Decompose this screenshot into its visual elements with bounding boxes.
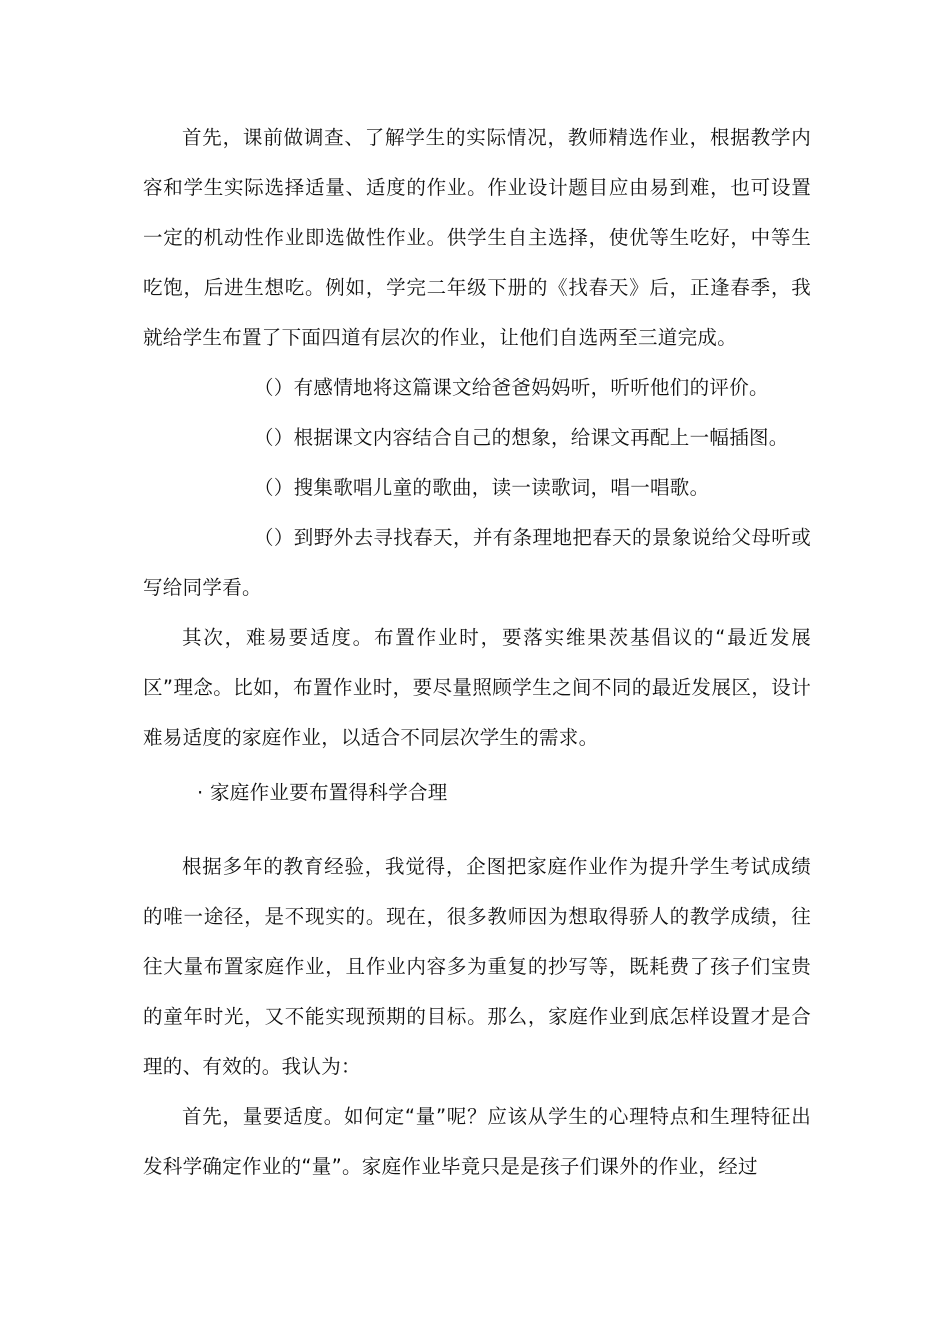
paragraph-homework-selection: 首先，课前做调查、了解学生的实际情况，教师精选作业，根据教学内容和学生实际选择适量、适度的作业。作业设计题目应由易到难，也可设置一定的机动性作业即选做性作业。供学生自主选择，使优等生吃好，中等生吃饱，后进生想吃。例如，学完二年级下册的《找春天》后，正逢春季，我就给学生布置了下面四道有层次的作业，让他们自选两至三道完成。 (143, 126, 811, 349)
list-item-find-spring: （）到野外去寻找春天，并有条理地把春天的景象说给父母听或写给同学看。 (143, 526, 811, 599)
list-item-illustration: （）根据课文内容结合自己的想象，给课文再配上一幅插图。 (254, 426, 789, 449)
section-heading: · 家庭作业要布置得科学合理 (197, 781, 448, 804)
paragraph-amount: 首先，量要适度。如何定“量”呢？应该从学生的心理特点和生理特征出发科学确定作业的“量”。家庭作业毕竟只是是孩子们课外的作业，经过 (143, 1105, 811, 1178)
paragraph-difficulty: 其次，难易要适度。布置作业时，要落实维果茨基倡议的“最近发展区”理念。比如，布置作业时，要尽量照顾学生之间不同的最近发展区，设计难易适度的家庭作业，以适合不同层次学生的需求。 (143, 626, 811, 749)
list-item-children-songs: （）搜集歌唱儿童的歌曲，读一读歌词，唱一唱歌。 (254, 476, 710, 499)
paragraph-experience: 根据多年的教育经验，我觉得，企图把家庭作业作为提升学生考试成绩的唯一途径，是不现实的。现在，很多教师因为想取得骄人的教学成绩，往往大量布置家庭作业，且作业内容多为重复的抄写等，既耗费了孩子们宝贵的童年时光，又不能实现预期的目标。那么，家庭作业到底怎样设置才是合理的、有效的。我认为： (143, 855, 811, 1078)
list-item-read-aloud: （）有感情地将这篇课文给爸爸妈妈听，听听他们的评价。 (254, 376, 769, 399)
